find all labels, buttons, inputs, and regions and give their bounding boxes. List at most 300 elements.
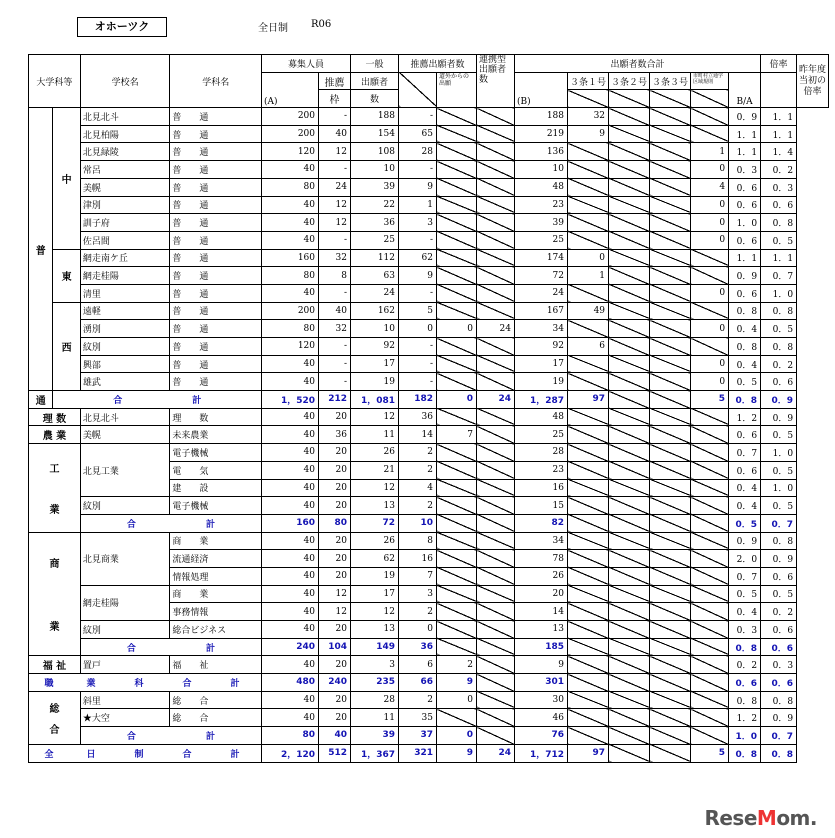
boshu-a: 200 (262, 108, 319, 126)
suisen-count: 4 (399, 479, 437, 497)
subject-name: 総 合 (170, 691, 262, 709)
dogai-x (437, 302, 477, 320)
cat-futsu: 普 (29, 108, 53, 391)
j3-x (650, 125, 691, 143)
total-label-char: 計 (230, 678, 240, 689)
total-b: 92 (515, 338, 568, 356)
school-name: 雄武 (80, 373, 170, 391)
j2-x (609, 302, 650, 320)
j2-x (609, 355, 650, 373)
dogai-x (437, 284, 477, 302)
subject-name: 普 通 (170, 338, 262, 356)
tsu-count: 5 (691, 744, 729, 762)
j2-x (609, 338, 650, 356)
suisen-waku: 212 (319, 391, 351, 409)
suisen-waku: 24 (319, 178, 351, 196)
subject-name: 普 通 (170, 355, 262, 373)
dogai-x (437, 408, 477, 426)
j3-x (650, 444, 691, 462)
dogai-count: 0 (437, 691, 477, 709)
ippan-count: 112 (351, 249, 399, 267)
bairitsu: 0．6 (729, 426, 761, 444)
cat-shogyo-1: 商 (49, 558, 60, 570)
bairitsu: 2．0 (729, 550, 761, 568)
j2-x (609, 267, 650, 285)
suisen-waku: 40 (319, 302, 351, 320)
ippan-count: 39 (351, 178, 399, 196)
dogai-x (437, 267, 477, 285)
total-label-char: 計 (230, 749, 240, 760)
boshu-a: 40 (262, 532, 319, 550)
suisen-waku: 12 (319, 603, 351, 621)
renkei-x (477, 479, 515, 497)
table-row (29, 267, 829, 285)
area-chu: 中 (53, 108, 80, 250)
dogai-x (437, 709, 477, 727)
table-row (29, 108, 829, 126)
school-name: 美幌 (80, 178, 170, 196)
ippan-count: 17 (351, 355, 399, 373)
renkei-x (477, 178, 515, 196)
cat-fukushi: 福 祉 (29, 656, 81, 674)
dogai-x (437, 497, 477, 515)
header-school: 学校名 (80, 55, 170, 108)
renkei-x (477, 196, 515, 214)
table-row (29, 320, 829, 338)
j1-x (568, 603, 609, 621)
total-label-char: 制 (134, 749, 144, 760)
j1-x (568, 621, 609, 639)
ippan-count: 24 (351, 284, 399, 302)
total-label-char: 合 (182, 678, 192, 689)
bairitsu: 1．0 (729, 727, 761, 745)
school-name: 北見商業 (80, 532, 170, 585)
suisen-count: 2 (399, 603, 437, 621)
total-label-char: 職 (44, 678, 54, 689)
logo-part-1: Rese (704, 806, 757, 830)
j3-x (650, 727, 691, 745)
prev-bairitsu: 0．7 (761, 727, 797, 745)
j3-x (650, 161, 691, 179)
suisen-count: 8 (399, 532, 437, 550)
boshu-a: 40 (262, 656, 319, 674)
school-name: 常呂 (80, 161, 170, 179)
renkei-x (477, 638, 515, 656)
suisen-waku: 40 (319, 727, 351, 745)
j1-x (568, 196, 609, 214)
bairitsu: 0．7 (729, 444, 761, 462)
subject-name: 普 通 (170, 125, 262, 143)
bairitsu: 1．2 (729, 709, 761, 727)
total-b: 10 (515, 161, 568, 179)
j3-x (650, 267, 691, 285)
subject-name: 普 通 (170, 249, 262, 267)
suisen-waku: 20 (319, 461, 351, 479)
year-label: R06 (311, 19, 332, 30)
j2-x (609, 125, 650, 143)
j3-x (650, 320, 691, 338)
j2-x (609, 284, 650, 302)
bairitsu: 0．3 (729, 621, 761, 639)
prev-bairitsu: 0．9 (761, 391, 797, 409)
school-name: 津別 (80, 196, 170, 214)
subject-name: 電 気 (170, 461, 262, 479)
suisen-waku: - (319, 108, 351, 126)
suisen-count: - (399, 161, 437, 179)
subject-name: 電子機械 (170, 497, 262, 515)
cat-sogo-1: 総 (49, 703, 60, 715)
total-b: 28 (515, 444, 568, 462)
tsu-x (691, 674, 729, 692)
bairitsu: 0．6 (729, 178, 761, 196)
tsu-x (691, 532, 729, 550)
total-label (80, 514, 261, 532)
suisen-count: 7 (399, 567, 437, 585)
renkei-count: 24 (477, 391, 515, 409)
renkei-x (477, 125, 515, 143)
bairitsu: 0．9 (729, 532, 761, 550)
bairitsu: 0．3 (729, 161, 761, 179)
total-b: 16 (515, 479, 568, 497)
suisen-waku: 12 (319, 214, 351, 232)
j1-count: 32 (568, 108, 609, 126)
total-b: 34 (515, 532, 568, 550)
tsu-x (691, 338, 729, 356)
subject-name: 普 通 (170, 284, 262, 302)
ippan-count: 63 (351, 267, 399, 285)
dogai-x (437, 355, 477, 373)
dogai-count: 0 (437, 727, 477, 745)
boshu-a: 120 (262, 143, 319, 161)
dogai-x (437, 214, 477, 232)
subject-name: 総合ビジネス (170, 621, 262, 639)
j1-count: 0 (568, 249, 609, 267)
tsu-count: 0 (691, 161, 729, 179)
header-tsugaku: 市町村立通学区域規則 (691, 72, 729, 90)
suisen-waku: 20 (319, 408, 351, 426)
j2-x (609, 603, 650, 621)
table-row (29, 196, 829, 214)
j3-x (650, 108, 691, 126)
tsu-count: 0 (691, 196, 729, 214)
school-name: ★大空 (80, 709, 170, 727)
total-label (80, 638, 261, 656)
tsu-x (691, 656, 729, 674)
renkei-x (477, 603, 515, 621)
boshu-a: 200 (262, 125, 319, 143)
j2-x (609, 497, 650, 515)
dogai-x (437, 514, 477, 532)
bairitsu: 0．8 (729, 302, 761, 320)
j3-x (650, 338, 691, 356)
j1-x (568, 567, 609, 585)
cat-futsu-2: 通 (29, 391, 53, 409)
school-name: 遠軽 (80, 302, 170, 320)
j2-x (609, 532, 650, 550)
j3-x (650, 567, 691, 585)
j2-x (609, 196, 650, 214)
tsu-x (691, 302, 729, 320)
total-label-char: 全 (44, 749, 54, 760)
j3-x (650, 373, 691, 391)
prev-bairitsu: 0．6 (761, 674, 797, 692)
boshu-a: 80 (262, 267, 319, 285)
subject-name: 建 設 (170, 479, 262, 497)
suisen-count: 0 (399, 320, 437, 338)
tsu-x (691, 249, 729, 267)
table-row (29, 408, 829, 426)
j1-count: 97 (568, 744, 609, 762)
prev-bairitsu: 0．5 (761, 497, 797, 515)
prev-bairitsu: 0．8 (761, 532, 797, 550)
bairitsu: 0．4 (729, 603, 761, 621)
header-j3: ３条３号 (650, 72, 691, 90)
suisen-waku: 36 (319, 426, 351, 444)
j3-x (650, 249, 691, 267)
j2-x (609, 214, 650, 232)
renkei-x (477, 585, 515, 603)
bairitsu: 1．0 (729, 214, 761, 232)
prev-bairitsu: 0．8 (761, 691, 797, 709)
tsu-x (691, 479, 729, 497)
j3-x (650, 461, 691, 479)
tsu-x (691, 444, 729, 462)
renkei-x (477, 656, 515, 674)
dogai-x (437, 444, 477, 462)
subject-name: 商 業 (170, 585, 262, 603)
tsu-x (691, 125, 729, 143)
j2-x (609, 426, 650, 444)
table-body (29, 108, 829, 762)
ippan-count: 154 (351, 125, 399, 143)
j2-x (609, 143, 650, 161)
bairitsu: 0．6 (729, 284, 761, 302)
dogai-x (437, 161, 477, 179)
tsu-count: 0 (691, 214, 729, 232)
renkei-x (477, 302, 515, 320)
table-row (29, 373, 829, 391)
table-row (29, 355, 829, 373)
dogai-x (437, 196, 477, 214)
bairitsu: 0．8 (729, 338, 761, 356)
resemom-logo (704, 806, 817, 830)
j2-x (609, 744, 650, 762)
boshu-a: 40 (262, 196, 319, 214)
renkei-x (477, 161, 515, 179)
tsu-x (691, 408, 729, 426)
total-kei: 計 (205, 643, 215, 654)
j2-x (609, 249, 650, 267)
ippan-count: 149 (351, 638, 399, 656)
suisen-count: 0 (399, 621, 437, 639)
j1-x (568, 461, 609, 479)
suisen-waku: 20 (319, 497, 351, 515)
ippan-count: 10 (351, 161, 399, 179)
dogai-x (437, 479, 477, 497)
j3-x (650, 408, 691, 426)
header-ippan-3: 数 (351, 90, 399, 108)
j2-x (609, 444, 650, 462)
j2-x (609, 727, 650, 745)
j3-x (650, 284, 691, 302)
total-row (29, 744, 829, 762)
j1-count: 97 (568, 391, 609, 409)
bairitsu: 0．5 (729, 585, 761, 603)
boshu-a: 1，520 (262, 391, 319, 409)
total-kei: 計 (205, 731, 215, 742)
bairitsu: 0．5 (729, 514, 761, 532)
renkei-x (477, 514, 515, 532)
j2-x (609, 320, 650, 338)
suisen-count: 14 (399, 426, 437, 444)
bairitsu: 0．8 (729, 744, 761, 762)
table-row (29, 338, 829, 356)
renkei-x (477, 231, 515, 249)
ippan-count: 19 (351, 567, 399, 585)
j1-x (568, 444, 609, 462)
j1-x (568, 231, 609, 249)
cat-shogyo-2: 業 (49, 621, 60, 633)
j3-x (650, 709, 691, 727)
bairitsu: 0．4 (729, 320, 761, 338)
boshu-a: 40 (262, 444, 319, 462)
tsu-count: 0 (691, 355, 729, 373)
bairitsu: 0．9 (729, 108, 761, 126)
boshu-a: 40 (262, 355, 319, 373)
dogai-x (437, 532, 477, 550)
j2-x (609, 373, 650, 391)
j2-x (609, 567, 650, 585)
header-j1: ３条１号 (568, 72, 609, 90)
suisen-waku: - (319, 161, 351, 179)
renkei-x (477, 143, 515, 161)
subject-name: 普 通 (170, 108, 262, 126)
ippan-count: 108 (351, 143, 399, 161)
ippan-count: 12 (351, 408, 399, 426)
j1-x (568, 161, 609, 179)
total-b: 34 (515, 320, 568, 338)
boshu-a: 40 (262, 161, 319, 179)
suisen-waku: 20 (319, 567, 351, 585)
total-b: 82 (515, 514, 568, 532)
subject-name: 普 通 (170, 196, 262, 214)
total-b: 9 (515, 656, 568, 674)
boshu-a: 40 (262, 709, 319, 727)
j1-x (568, 214, 609, 232)
dogai-x (437, 621, 477, 639)
total-b: 14 (515, 603, 568, 621)
total-b: 25 (515, 426, 568, 444)
tsu-x (691, 603, 729, 621)
j2-x (609, 638, 650, 656)
suisen-waku: 40 (319, 125, 351, 143)
dogai-x (437, 550, 477, 568)
total-b: 136 (515, 143, 568, 161)
j3-x (650, 355, 691, 373)
suisen-count: 2 (399, 497, 437, 515)
prev-bairitsu: 0．5 (761, 461, 797, 479)
suisen-count: 2 (399, 691, 437, 709)
boshu-a: 40 (262, 373, 319, 391)
boshu-a: 40 (262, 497, 319, 515)
header-suisen-waku-1: 推薦 (319, 72, 351, 90)
j1-x (568, 709, 609, 727)
j1-x (568, 656, 609, 674)
school-name: 紋別 (80, 497, 170, 515)
bairitsu: 0．8 (729, 638, 761, 656)
suisen-waku: 20 (319, 532, 351, 550)
prev-bairitsu: 0．8 (761, 338, 797, 356)
total-label-char: 科 (134, 678, 144, 689)
j3-x (650, 514, 691, 532)
header-ippan-2: 出願者 (351, 72, 399, 90)
total-b: 46 (515, 709, 568, 727)
j3-x (650, 497, 691, 515)
j1-count: 49 (568, 302, 609, 320)
suisen-waku: - (319, 338, 351, 356)
j1-count: 9 (568, 125, 609, 143)
bairitsu: 1．1 (729, 143, 761, 161)
subject-name: 流通経済 (170, 550, 262, 568)
j3-x (650, 178, 691, 196)
renkei-count: 24 (477, 320, 515, 338)
boshu-a: 2，120 (262, 744, 319, 762)
total-ai: 合 (126, 519, 136, 530)
j1-count: 6 (568, 338, 609, 356)
renkei-x (477, 691, 515, 709)
subject-name: 普 通 (170, 214, 262, 232)
dogai-x (437, 373, 477, 391)
header-tsugaku-x (691, 90, 729, 108)
ippan-count: 36 (351, 214, 399, 232)
subject-name: 電子機械 (170, 444, 262, 462)
renkei-x (477, 355, 515, 373)
table-row (29, 532, 829, 550)
j2-x (609, 461, 650, 479)
school-name: 北見北斗 (80, 108, 170, 126)
suisen-count: 16 (399, 550, 437, 568)
j2-x (609, 585, 650, 603)
boshu-a: 120 (262, 338, 319, 356)
suisen-count: 9 (399, 178, 437, 196)
total-b: 167 (515, 302, 568, 320)
header-boshu: 募集人員 (262, 55, 351, 73)
prev-bairitsu: 0．5 (761, 585, 797, 603)
suisen-waku: 12 (319, 196, 351, 214)
suisen-count: 35 (399, 709, 437, 727)
renkei-x (477, 373, 515, 391)
suisen-count: 321 (399, 744, 437, 762)
total-b: 1，712 (515, 744, 568, 762)
dogai-x (437, 585, 477, 603)
j1-x (568, 674, 609, 692)
subject-name: 商 業 (170, 532, 262, 550)
ippan-count: 13 (351, 497, 399, 515)
dogai-x (437, 178, 477, 196)
suisen-count: - (399, 108, 437, 126)
prev-bairitsu: 1．0 (761, 284, 797, 302)
header-dept: 大学科等 (29, 55, 81, 108)
j2-x (609, 178, 650, 196)
prev-bairitsu: 0．6 (761, 638, 797, 656)
logo-part-2: M (756, 806, 777, 830)
suisen-count: 36 (399, 638, 437, 656)
table-row (29, 621, 829, 639)
total-b: 25 (515, 231, 568, 249)
boshu-a: 40 (262, 585, 319, 603)
total-label-zen (29, 744, 262, 762)
renkei-x (477, 444, 515, 462)
